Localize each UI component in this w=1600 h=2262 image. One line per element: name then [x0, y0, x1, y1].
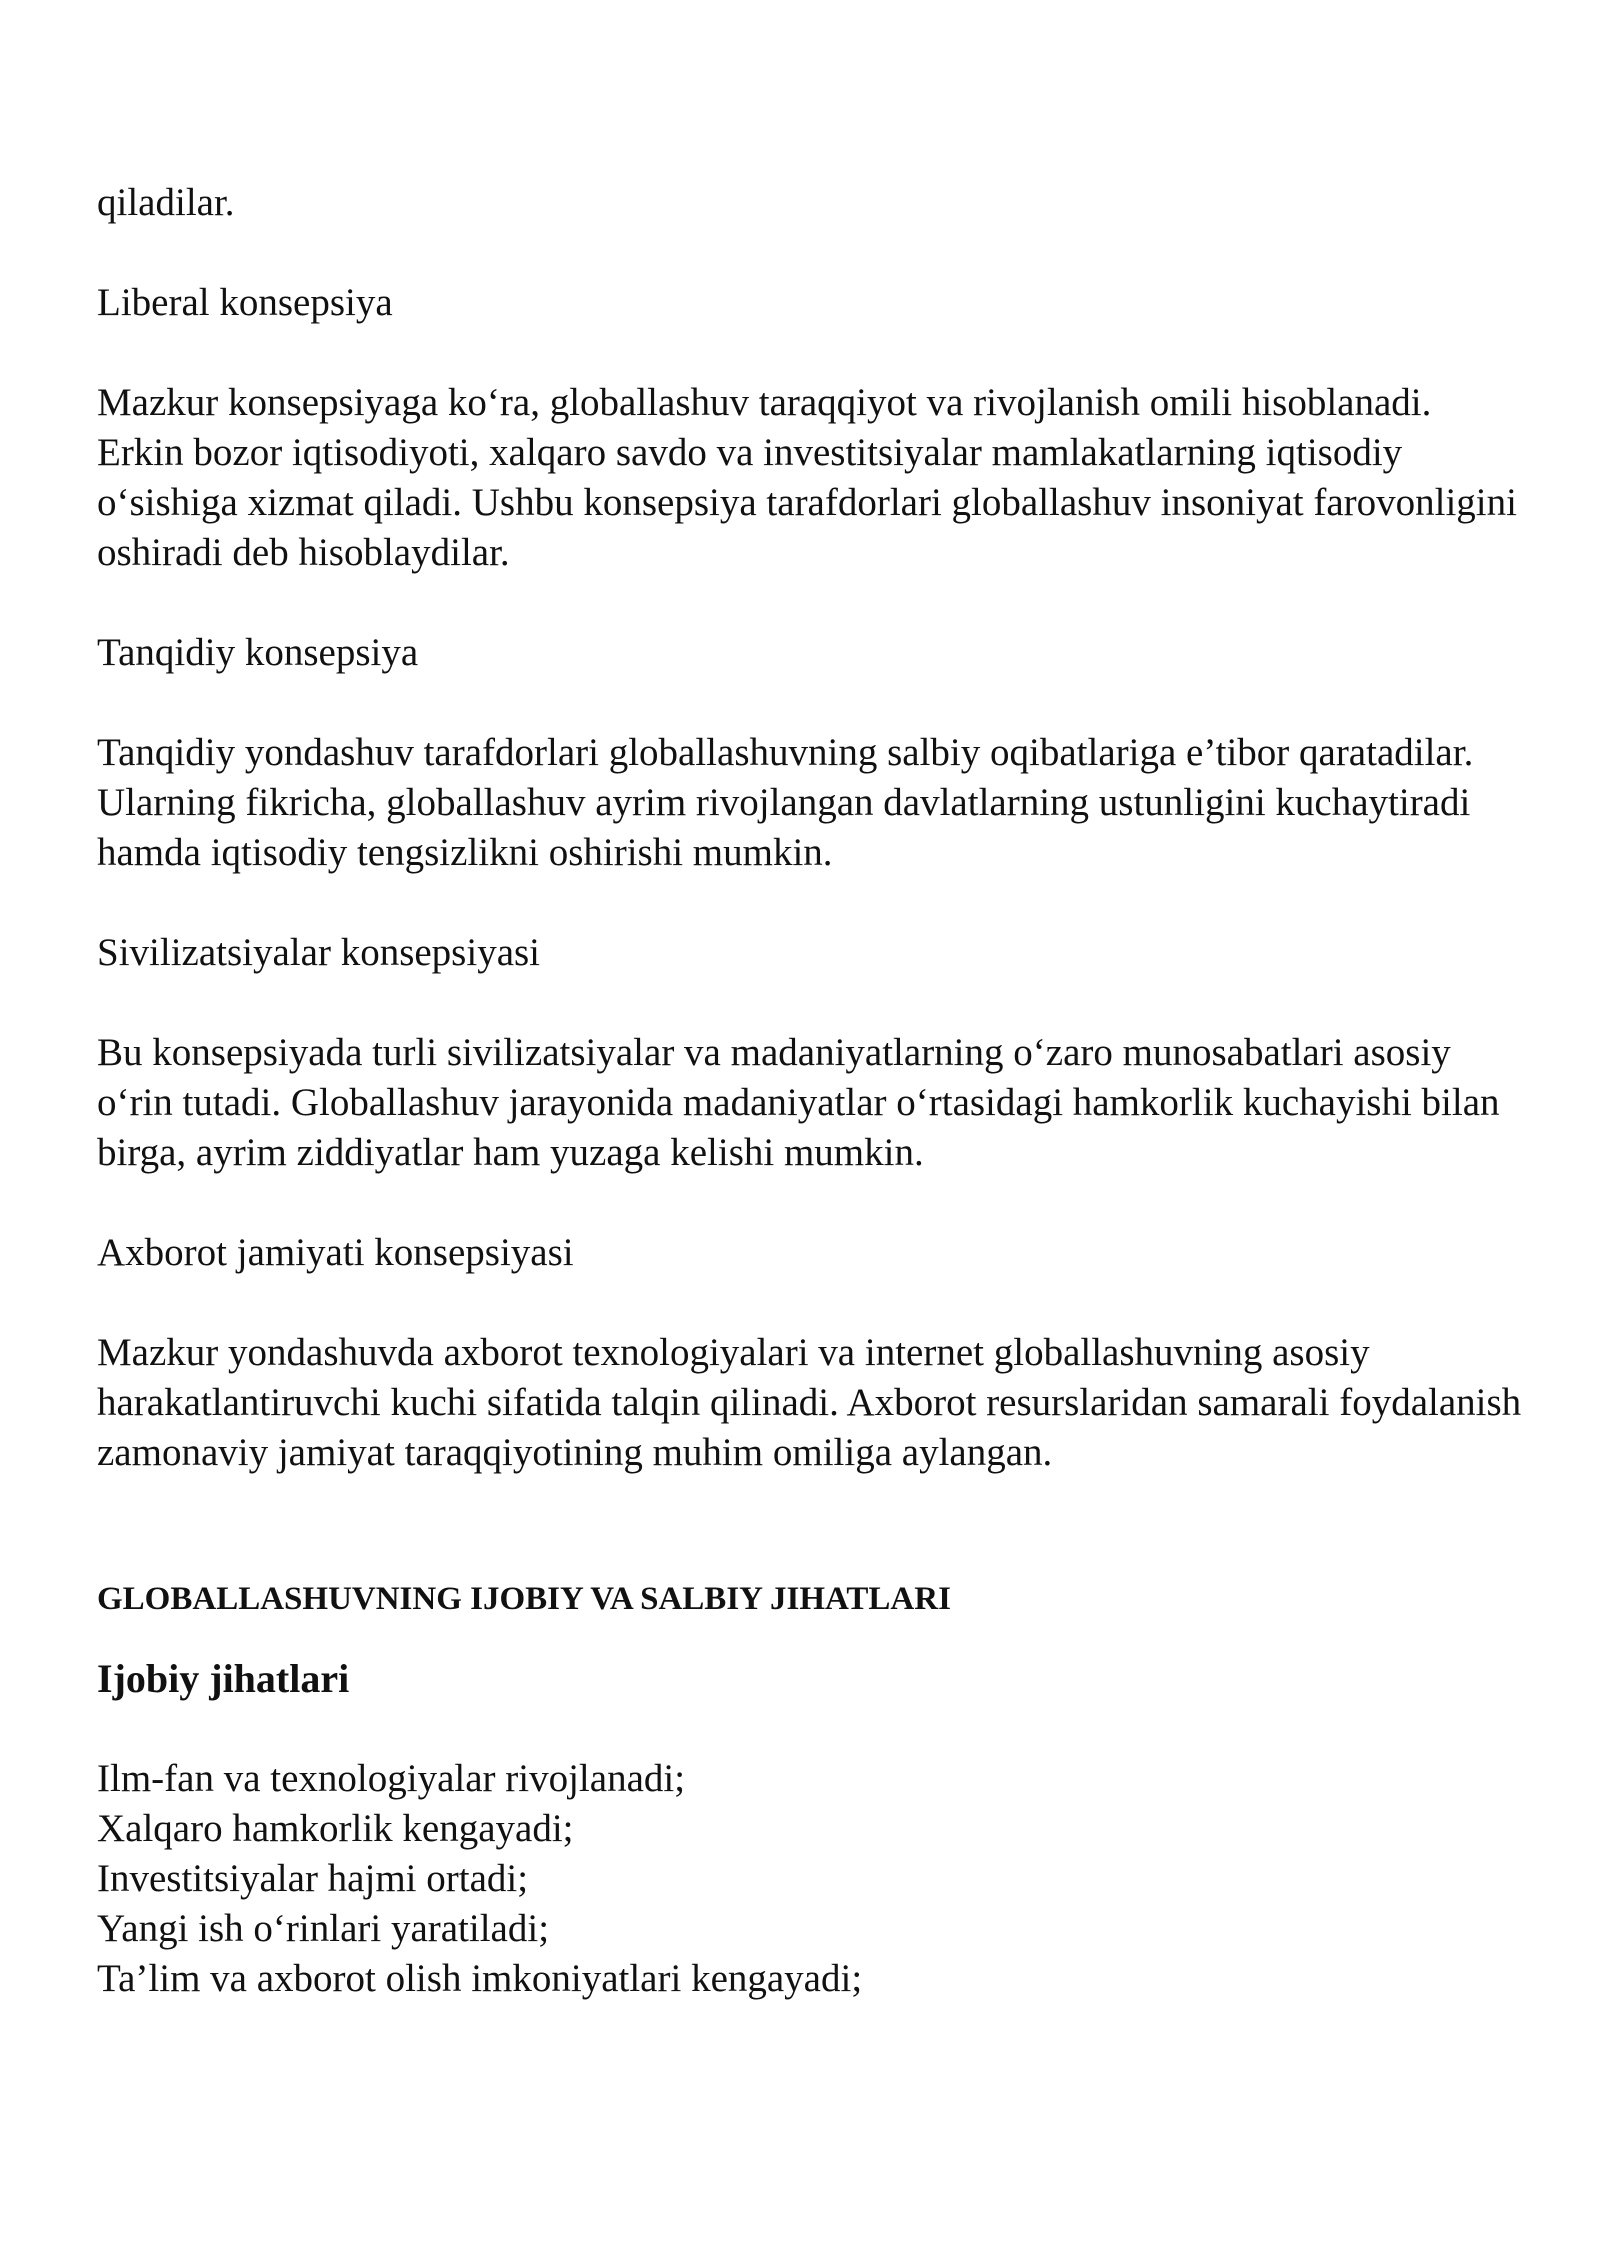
- concept-title-information-society: Axborot jamiyati konsepsiyasi: [97, 1231, 574, 1274]
- subsection-heading-positive: Ijobiy jihatlari: [97, 1656, 350, 1701]
- concept-title-civilizations: Sivilizatsiyalar konsepsiyasi: [97, 931, 541, 974]
- concept-body-civilizations: Bu konsepsiyada turli sivilizatsiyalar va madaniyatlarning o‘zaro munosabatlari asosiy o‘rin tutadi. Globallashuv jarayonida madaniyatlar o‘rtasidagi hamkorlik kuchayishi bilan birga, ayrim ziddiyatlar ham yuzaga kelishi mumkin.: [97, 1031, 1500, 1174]
- concept-body-information-society: Mazkur yondashuvda axborot texnologiyalari va internet globallashuvning asosiy harakatlantiruvchi kuchi sifatida talqin qilinadi. Axborot resurslaridan samarali foydalanish zamonaviy jamiyat taraqqiyotining muhim omiliga aylangan.: [97, 1331, 1522, 1474]
- list-item: Xalqaro hamkorlik kengayadi;: [97, 1807, 574, 1850]
- concept-body-critical: Tanqidiy yondashuv tarafdorlari globallashuvning salbiy oqibatlariga e’tibor qaratadilar. Ularning fikricha, globallashuv ayrim rivojlangan davlatlarning ustunligini kuchaytiradi hamda iqtisodiy tengsizlikni oshirishi mumkin.: [97, 731, 1474, 874]
- positive-aspects-list: [97, 1754, 1527, 2004]
- concept-body-liberal: Mazkur konsepsiyaga ko‘ra, globallashuv taraqqiyot va rivojlanish omili hisoblanadi. Erkin bozor iqtisodiyoti, xalqaro savdo va investitsiyalar mamlakatlarning iqtisodiy o‘sishiga xizmat qiladi. Ushbu konsepsiya tarafdorlari globallashuv insoniyat farovonligini oshiradi deb hisoblaydilar.: [97, 381, 1517, 574]
- document-page: [97, 178, 1527, 2004]
- list-item: Ta’lim va axborot olish imkoniyatlari kengayadi;: [97, 1957, 863, 2000]
- intro-tail-text: qiladilar.: [97, 181, 235, 224]
- list-item: Ilm-fan va texnologiyalar rivojlanadi;: [97, 1757, 686, 1800]
- concept-title-liberal: Liberal konsepsiya: [97, 281, 393, 324]
- section-heading: GLOBALLASHUVNING IJOBIY VA SALBIY JIHATLARI: [97, 1581, 951, 1617]
- list-item: Investitsiyalar hajmi ortadi;: [97, 1857, 529, 1900]
- concept-title-critical: Tanqidiy konsepsiya: [97, 631, 419, 674]
- list-item: Yangi ish o‘rinlari yaratiladi;: [97, 1907, 550, 1950]
